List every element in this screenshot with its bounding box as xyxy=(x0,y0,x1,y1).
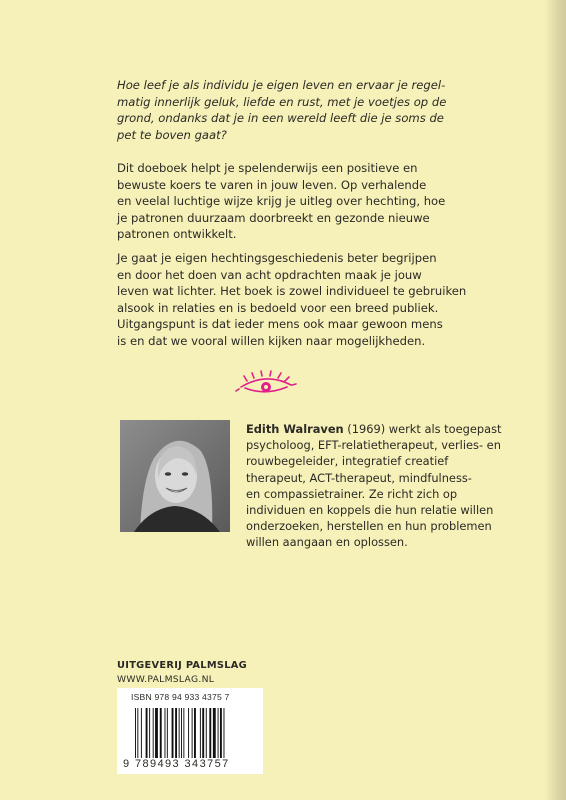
blurb-line: patronen ontwikkelt. xyxy=(117,227,237,242)
author-bio xyxy=(246,421,502,551)
blurb-line: en veelal luchtige wijze krijg je uitleg over hechting, hoe xyxy=(117,194,446,209)
barcode-digits: 9 789493 343757 xyxy=(123,758,230,770)
author-bio-line xyxy=(246,421,502,437)
author-bio-line: onderzoeken, herstellen en hun problemen xyxy=(246,519,492,534)
blurb-line: is en dat we vooral willen kijken naar mogelijkheden. xyxy=(117,333,426,348)
author-bio-line: rouwbegeleider, integratief creatief xyxy=(246,454,449,469)
isbn-label: ISBN 978 94 933 4375 7 xyxy=(131,692,230,702)
blurb-line: Je gaat je eigen hechtingsgeschiedenis beter begrijpen xyxy=(117,251,437,265)
blurb-line: en door het doen van acht opdrachten maak je jouw xyxy=(117,267,422,282)
blurb-paragraph-question xyxy=(117,77,457,143)
author-photo xyxy=(120,420,230,532)
author-bio-line: psycholoog, EFT-relatietherapeut, verlies- en xyxy=(246,438,501,453)
blurb-line: Hoe leef je als individu je eigen leven en ervaar je regel- xyxy=(117,78,446,92)
blurb-paragraph-details xyxy=(117,250,467,350)
author-bio-text: (1969) werkt als toegepast xyxy=(343,422,502,436)
blurb-line: bewuste koers te varen in jouw leven. Op verhalende xyxy=(117,177,427,192)
blurb-line: grond, ondanks dat je in een wereld leeft die je soms de xyxy=(117,111,444,126)
isbn-barcode xyxy=(117,688,263,774)
author-bio-line: en compassietrainer. Ze richt zich op xyxy=(246,486,458,501)
publisher-website: WWW.PALMSLAG.NL xyxy=(117,674,215,685)
blurb-paragraph-description xyxy=(117,160,457,243)
blurb-line: alsook in relaties en is bedoeld voor een breed publiek. xyxy=(117,300,439,315)
publisher-name: UITGEVERIJ PALMSLAG xyxy=(117,660,248,671)
spine-shadow xyxy=(545,0,566,800)
blurb-line: je patronen duurzaam doorbreekt en gezonde nieuwe xyxy=(117,210,430,225)
blurb-line: leven wat lichter. Het boek is zowel individueel te gebruiken xyxy=(117,284,467,299)
eye-icon xyxy=(235,370,297,400)
blurb-line: Dit doeboek helpt je spelenderwijs een positieve en xyxy=(117,161,418,175)
author-bio-line: willen aangaan en oplossen. xyxy=(246,535,408,550)
author-bio-line: individuen en koppels die hun relatie willen xyxy=(246,503,494,518)
author-name: Edith Walraven xyxy=(246,422,344,436)
blurb-line: matig innerlijk geluk, liefde en rust, met je voetjes op de xyxy=(117,94,447,109)
blurb-line: Uitgangspunt is dat ieder mens ook maar gewoon mens xyxy=(117,317,443,332)
author-bio-line: therapeut, ACT-therapeut, mindfulness- xyxy=(246,470,472,485)
blurb-line: pet te boven gaat? xyxy=(117,127,227,142)
barcode-bars xyxy=(135,708,255,758)
